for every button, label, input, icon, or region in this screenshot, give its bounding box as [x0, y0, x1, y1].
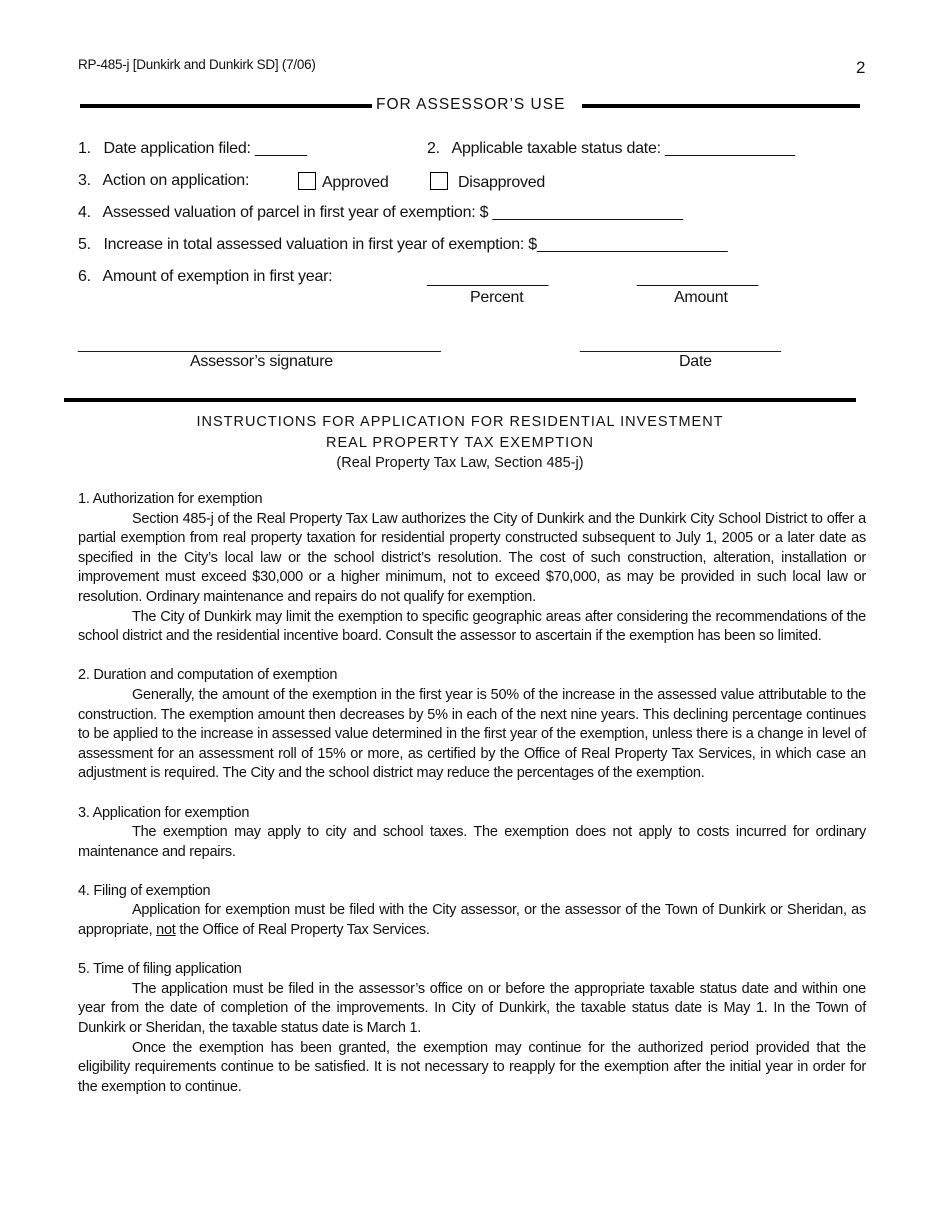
page-number: 2 [856, 58, 866, 77]
section-rule-right [582, 104, 860, 108]
item-number: 1. [78, 140, 91, 157]
paragraph-text: Application for exemption must be filed with the City assessor, or the assessor of the Town of Dunkirk or Sheridan, as appropriate, [78, 902, 866, 939]
date-field[interactable]: __________________________ [580, 337, 781, 353]
disapproved-label: Disapproved [458, 174, 546, 191]
paragraph: The City of Dunkirk may limit the exemption to specific geographic areas after considering the recommendations of the school district and the residential incentive board. Consult the assessor to ascertain if the exemption has been so limited. [78, 608, 866, 645]
paragraph [78, 901, 866, 940]
paragraph: Once the exemption has been granted, the exemption may continue for the authorized period provided that the eligibility requirements continue to be satisfied. It is not necessary to reapply for the exemption after the initial year in order for the exemption to continue. [78, 1039, 866, 1095]
item-number: 5. [78, 236, 91, 253]
increase-valuation-label: Increase in total assessed valuation in first year of exemption: $______________________ [103, 236, 728, 253]
item-number: 3. [78, 172, 91, 189]
form-id: RP-485-j [Dunkirk and Dunkirk SD] (7/06) [78, 57, 316, 72]
exemption-amount-label: Amount of exemption in first year: [102, 268, 333, 285]
instructions-title [64, 412, 856, 474]
paragraph: The exemption may apply to city and school taxes. The exemption does not apply to costs incurred for ordinary maintenance and repairs. [78, 824, 866, 860]
signature-label: Assessor’s signature [190, 353, 333, 370]
percent-field[interactable]: ______________ [427, 270, 549, 287]
paragraph: The application must be filed in the assessor’s office on or before the appropriate taxable status date and within one year from the date of completion of the improvements. In City of Dunkirk, the taxable status date is May 1. In the Town of Dunkirk or Sheridan, the taxable status date is March 1. [78, 980, 866, 1037]
assessor-section-title: FOR ASSESSOR’S USE [376, 96, 566, 113]
instructions-subtitle: (Real Property Tax Law, Section 485-j) [336, 455, 584, 471]
emphasis-not: not [156, 922, 176, 939]
instructions-title-line2: REAL PROPERTY TAX EXEMPTION [326, 434, 594, 451]
amount-label: Amount [674, 289, 728, 306]
paragraph: Generally, the amount of the exemption in the first year is 50% of the increase in the assessed value attributable to the construction. The exemption amount then decreases by 5% in each of the next nine years. This declining percentage continues to be applied to the increase in assessed value determined in the first year of the exemption, unless there is a change in level of assessment for an assessment roll of 15% or more, as certified by the Office of Real Property Tax Services, in which case an adjustment is required. The City and the school district may reduce the percentages of the exemption. [78, 686, 866, 782]
section-filing [78, 882, 866, 941]
assessed-valuation-label: Assessed valuation of parcel in first year of exemption: $ ______________________ [102, 204, 683, 221]
checkbox-icon[interactable] [430, 172, 448, 190]
item-date-filed [78, 140, 307, 158]
item-assessed-valuation [78, 204, 683, 222]
section-heading: 2. Duration and computation of exemption [78, 667, 338, 684]
divider-rule [64, 398, 856, 402]
section-application [78, 804, 866, 863]
section-heading: 5. Time of filing application [78, 961, 242, 978]
amount-field[interactable]: ______________ [637, 270, 759, 287]
section-heading: 4. Filing of exemption [78, 882, 211, 899]
status-date-label: Applicable taxable status date: _______________ [451, 140, 795, 157]
date-label: Date [679, 353, 712, 370]
section-duration [78, 666, 866, 784]
signature-field[interactable]: _______________________________________________ [78, 337, 441, 353]
item-number: 4. [78, 204, 91, 221]
approved-checkbox[interactable] [298, 172, 389, 192]
action-label: Action on application: [102, 172, 250, 189]
paragraph-text: the Office of Real Property Tax Services. [175, 922, 430, 939]
section-authorization [78, 490, 866, 647]
paragraph: Section 485-j of the Real Property Tax Law authorizes the City of Dunkirk and the Dunkirk City School District to offer a partial exemption from real property taxation for residential property constructed subsequent to July 1, 2005 or a later date as specified in the City’s local law or the school district’s resolution. The cost of such construction, alteration, installation or improvement must exceed $30,000 or a higher minimum, not to exceed $70,000, as may be provided in such local law or resolution. Ordinary maintenance and repairs do not qualify for exemption. [78, 510, 866, 605]
date-filed-label: Date application filed: ______ [103, 140, 307, 157]
item-action [78, 172, 249, 190]
item-increase-valuation [78, 236, 727, 254]
item-status-date [427, 140, 795, 158]
instructions-title-line1: INSTRUCTIONS FOR APPLICATION FOR RESIDENTIAL INVESTMENT [196, 414, 724, 430]
item-number: 6. [78, 268, 91, 285]
item-exemption-amount [78, 268, 332, 286]
section-heading: 3. Application for exemption [78, 804, 250, 821]
disapproved-checkbox[interactable] [430, 172, 545, 192]
section-heading: 1. Authorization for exemption [78, 491, 263, 507]
instructions-body [78, 490, 866, 1117]
item-number: 2. [427, 140, 440, 157]
percent-label: Percent [470, 289, 524, 306]
approved-label: Approved [322, 174, 389, 191]
checkbox-icon[interactable] [298, 172, 316, 190]
section-rule-left [80, 104, 372, 108]
section-time-of-filing [78, 960, 866, 1097]
